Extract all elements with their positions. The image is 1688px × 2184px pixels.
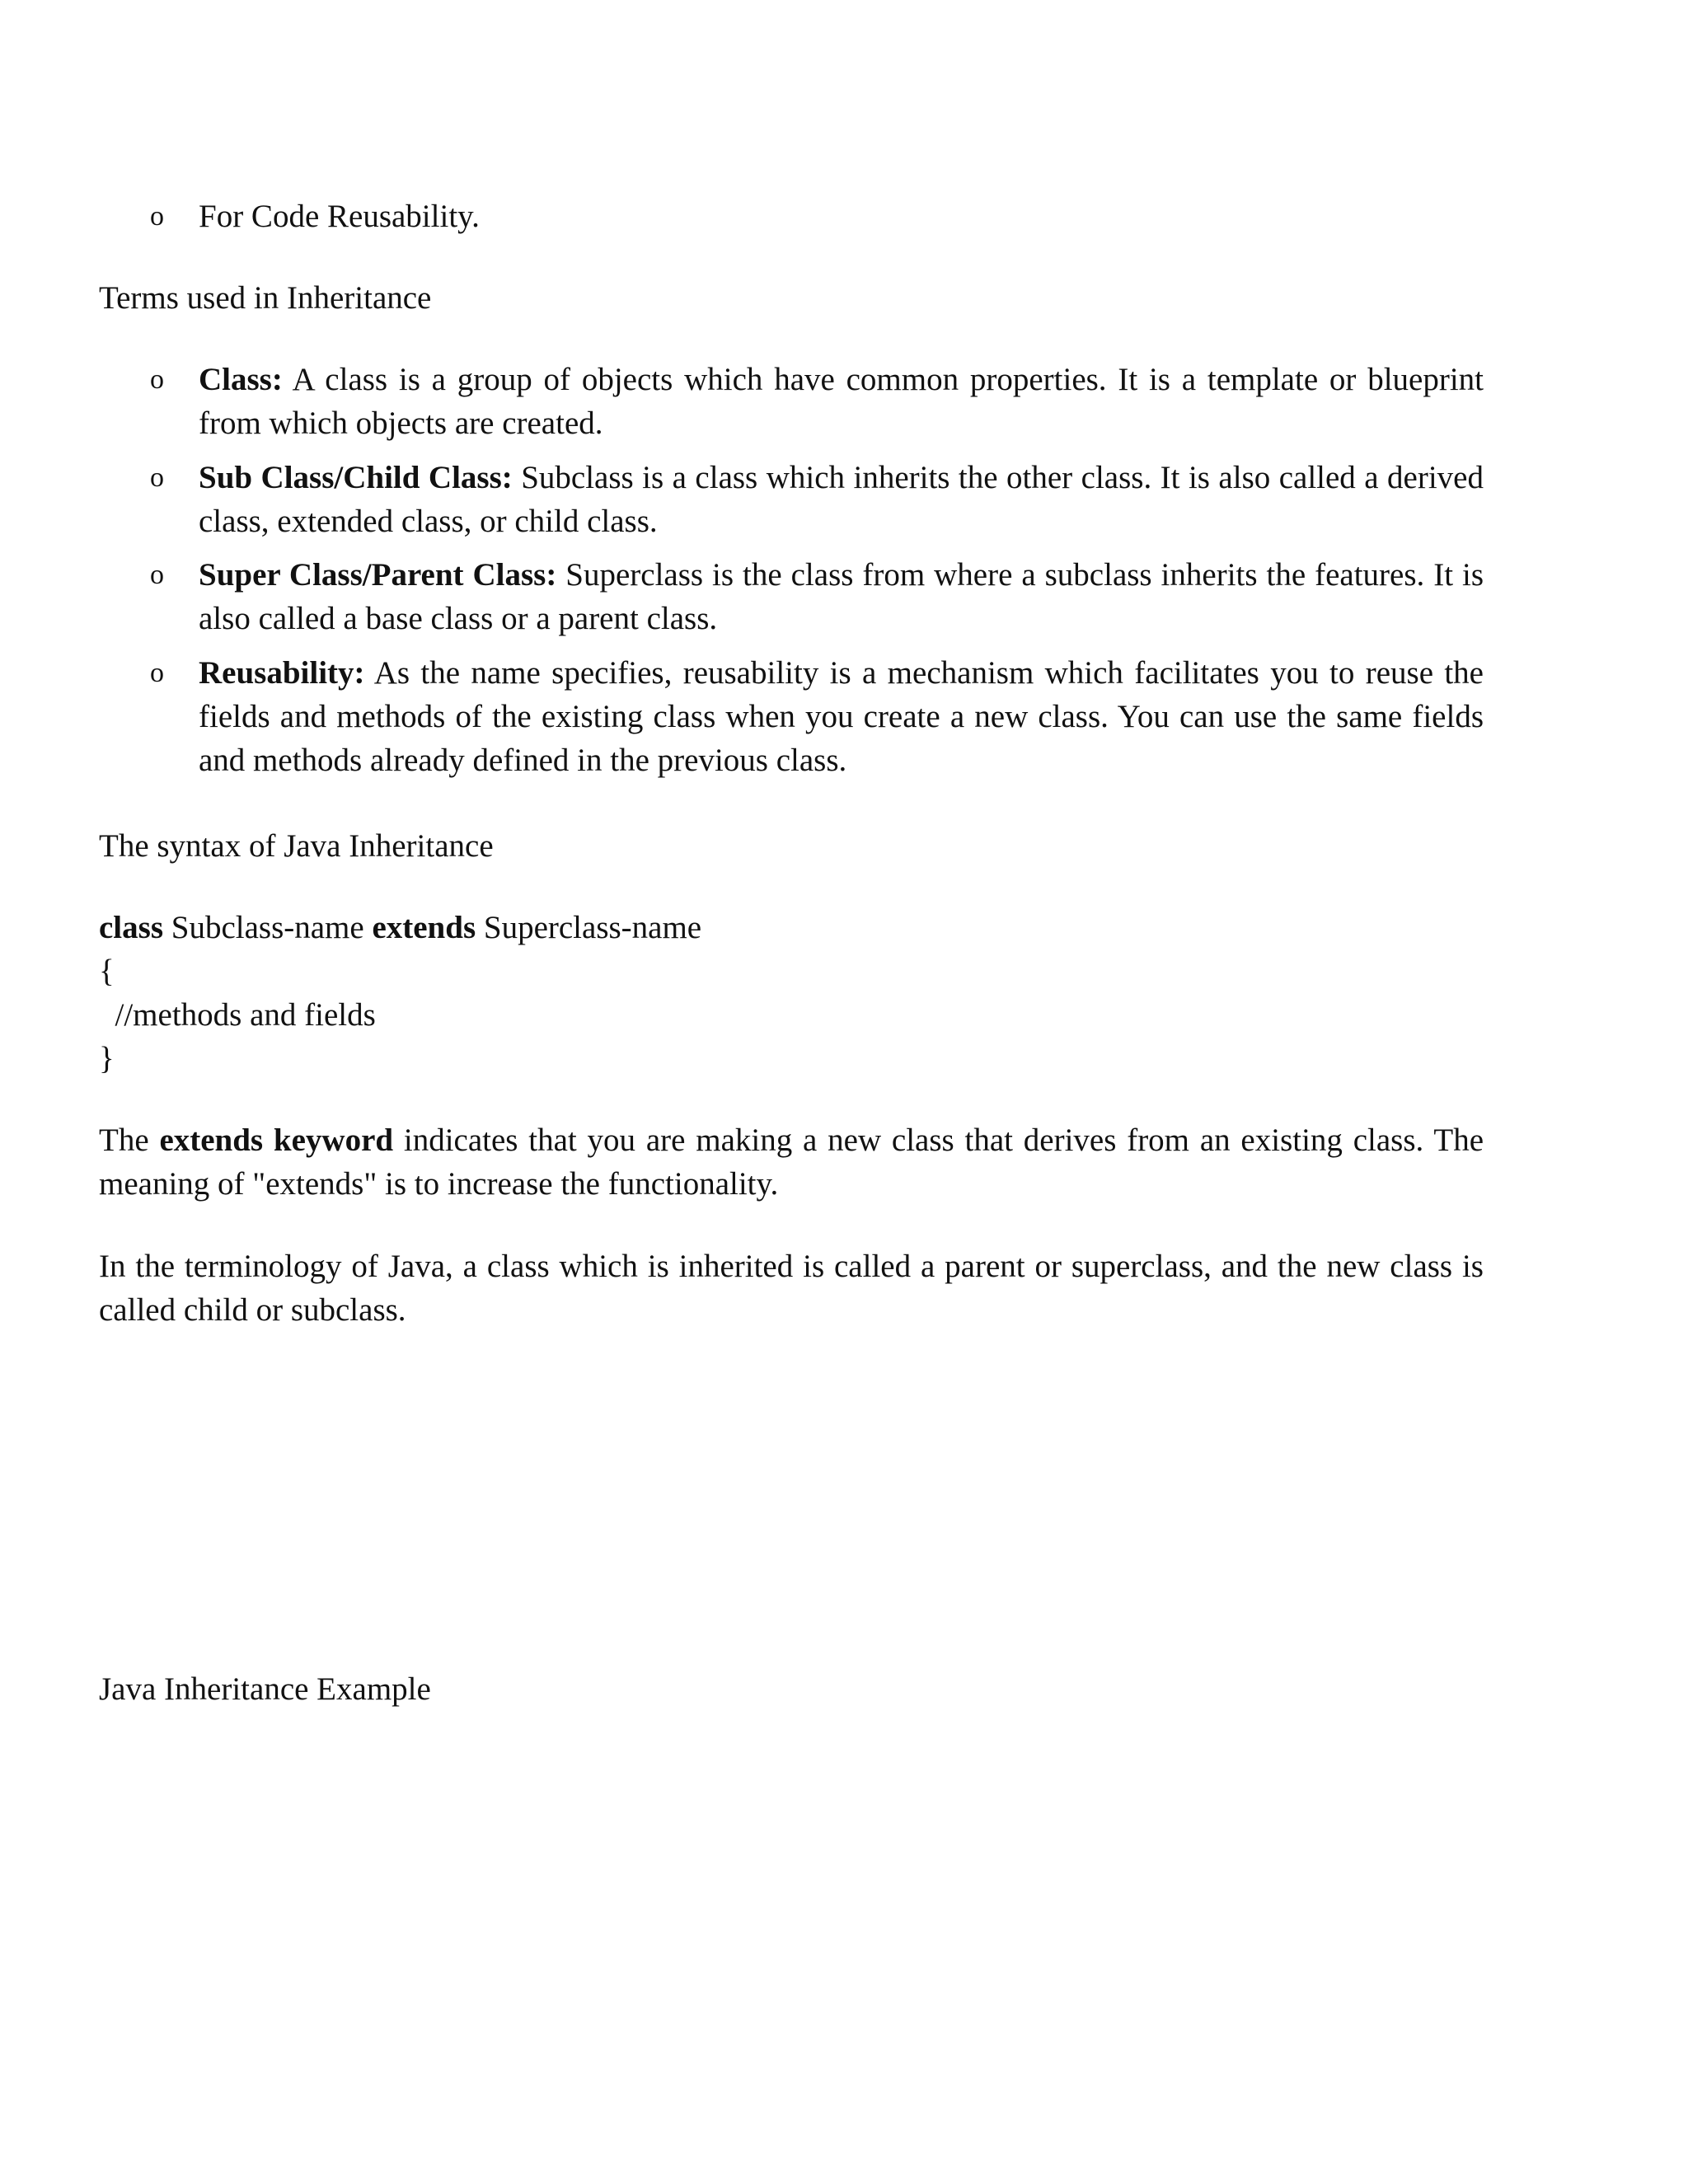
syntax-comment: //methods and fields bbox=[99, 997, 376, 1033]
bullet-marker: o bbox=[150, 560, 164, 590]
term-definition: A class is a group of objects which have common properties. It is a template or blueprint from which objects are created. bbox=[199, 362, 1484, 441]
term-text bbox=[199, 651, 1484, 782]
term-definition: Subclass is a class which inherits the other class. It is also called a derived class, extended class, or child class. bbox=[199, 460, 1484, 539]
bullet-marker: o bbox=[150, 201, 164, 232]
extends-paragraph bbox=[99, 1118, 1484, 1206]
term-label: Reusability: bbox=[199, 655, 365, 691]
bullet-marker: o bbox=[150, 364, 164, 395]
syntax-open-brace: { bbox=[99, 954, 115, 989]
subclass-name: Subclass-name bbox=[163, 910, 373, 945]
bullet-marker: o bbox=[150, 658, 164, 688]
extends-paragraph-post: indicates that you are making a new class that derives from an existing class. The meaning of "extends" is to increase the functionality. bbox=[99, 1122, 1484, 1202]
term-label: Class: bbox=[199, 362, 283, 397]
terms-heading: Terms used in Inheritance bbox=[99, 280, 432, 316]
term-definition: As the name specifies, reusability is a mechanism which facilitates you to reuse the fields and methods of the existing class when you create a new class. You can use the same fields and methods already defined in the previous class. bbox=[199, 655, 1484, 778]
term-text bbox=[199, 553, 1484, 640]
term-definition: Superclass is the class from where a subclass inherits the features. It is also called a base class or a parent class. bbox=[199, 557, 1484, 636]
terminology-paragraph: In the terminology of Java, a class which is inherited is called a parent or superclass, and the new class is called child or subclass. bbox=[99, 1249, 1484, 1328]
keyword-extends: extends bbox=[372, 910, 476, 945]
example-heading: Java Inheritance Example bbox=[99, 1671, 431, 1707]
syntax-declaration-line bbox=[99, 906, 701, 949]
extends-paragraph-pre: The bbox=[99, 1122, 160, 1158]
syntax-heading: The syntax of Java Inheritance bbox=[99, 828, 494, 864]
term-label: Super Class/Parent Class: bbox=[199, 557, 557, 593]
bullet-text: For Code Reusability. bbox=[199, 199, 480, 234]
term-text bbox=[199, 358, 1484, 445]
syntax-close-brace: } bbox=[99, 1041, 115, 1076]
term-label: Sub Class/Child Class: bbox=[199, 460, 513, 495]
superclass-name: Superclass-name bbox=[476, 910, 702, 945]
bullet-marker: o bbox=[150, 462, 164, 493]
extends-keyword-bold: extends keyword bbox=[159, 1122, 394, 1158]
term-text bbox=[199, 456, 1484, 543]
keyword-class: class bbox=[99, 910, 163, 945]
